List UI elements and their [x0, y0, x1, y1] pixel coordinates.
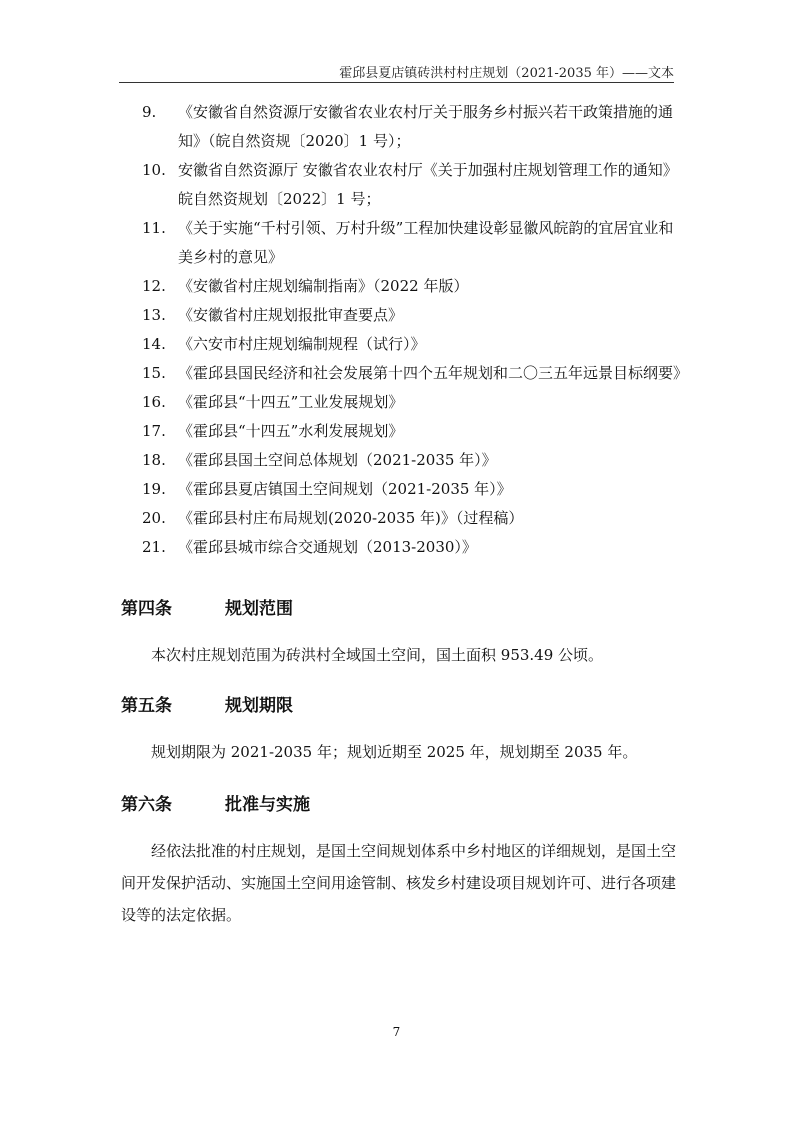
reference-list [142, 98, 689, 562]
article-title: 规划范围 [225, 599, 293, 619]
article-4-section [121, 597, 681, 671]
running-header: 霍邱县夏店镇砖洪村村庄规划（2021-2035 年）——文本 [339, 66, 674, 81]
list-item-text: 安徽省自然资源厅 安徽省农业农村厅《关于加强村庄规划管理工作的通知》皖自然资规划〔2022〕1 号； [178, 161, 678, 208]
list-item [142, 301, 682, 330]
list-item-text: 《霍邱县城市综合交通规划（2013-2030）》 [178, 538, 477, 556]
list-item [142, 388, 682, 417]
list-item-number: 13. [142, 306, 166, 324]
article-heading [121, 597, 681, 621]
list-item-text: 《六安市村庄规划编制规程（试行）》 [178, 335, 426, 353]
article-number: 第五条 [121, 696, 172, 716]
list-item [142, 214, 682, 272]
list-item-number: 20. [142, 509, 166, 527]
list-item [142, 504, 682, 533]
list-item-text: 《霍邱县“十四五”水利发展规划》 [178, 422, 404, 440]
list-item-number: 11. [142, 219, 166, 237]
article-heading [121, 694, 681, 718]
list-item-text: 《霍邱县村庄布局规划(2020-2035 年)》（过程稿） [178, 509, 524, 527]
list-item [142, 417, 682, 446]
article-5-section [121, 694, 681, 768]
list-item-text: 《安徽省自然资源厅安徽省农业农村厅关于服务乡村振兴若干政策措施的通知》（皖自然资规〔2020〕1 号）； [178, 103, 674, 150]
article-title: 规划期限 [225, 696, 293, 716]
article-body: 规划期限为 2021-2035 年；规划近期至 2025 年，规划期至 2035 年。 [151, 743, 638, 761]
list-item-number: 9. [142, 103, 157, 121]
list-item [142, 533, 682, 562]
list-item-number: 14. [142, 335, 166, 353]
list-item [142, 475, 682, 504]
list-item [142, 359, 689, 388]
list-item-number: 17. [142, 422, 166, 440]
article-heading [121, 793, 681, 817]
list-item-number: 21. [142, 538, 166, 556]
header-rule [119, 82, 674, 83]
list-item [142, 446, 682, 475]
article-body: 经依法批准的村庄规划，是国土空间规划体系中乡村地区的详细规划，是国土空间开发保护活动、实施国土空间用途管制、核发乡村建设项目规划许可、进行各项建设等的法定依据。 [121, 842, 677, 924]
list-item-text: 《霍邱县国民经济和社会发展第十四个五年规划和二〇三五年远景目标纲要》 [178, 364, 689, 382]
article-number: 第六条 [121, 795, 172, 815]
list-item-text: 《安徽省村庄规划报批审查要点》 [178, 306, 404, 324]
list-item-number: 10. [142, 161, 166, 179]
list-item [142, 98, 682, 156]
list-item [142, 330, 682, 359]
list-item-number: 15. [142, 364, 166, 382]
list-item-number: 16. [142, 393, 166, 411]
list-item-number: 19. [142, 480, 166, 498]
list-item-text: 《霍邱县国土空间总体规划（2021-2035 年）》 [178, 451, 497, 469]
list-item-text: 《霍邱县夏店镇国土空间规划（2021-2035 年）》 [178, 480, 512, 498]
list-item-number: 18. [142, 451, 166, 469]
list-item-text: 《霍邱县“十四五”工业发展规划》 [178, 393, 404, 411]
list-item-number: 12. [142, 277, 166, 295]
page-number: 7 [392, 1025, 401, 1039]
article-body: 本次村庄规划范围为砖洪村全域国土空间，国土面积 953.49 公顷。 [151, 646, 604, 664]
list-item-text: 《关于实施“千村引领、万村升级”工程加快建设彰显徽风皖韵的宜居宜业和美乡村的意见》 [178, 219, 674, 266]
list-item [142, 156, 682, 214]
list-item-text: 《安徽省村庄规划编制指南》（2022 年版） [178, 277, 469, 295]
article-6-section [121, 793, 681, 931]
article-number: 第四条 [121, 599, 172, 619]
list-item [142, 272, 682, 301]
article-title: 批准与实施 [225, 795, 310, 815]
